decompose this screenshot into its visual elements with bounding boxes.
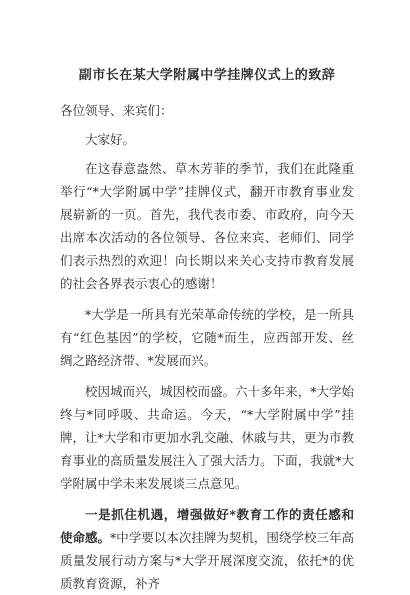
paragraph-university-intro: *大学是一所具有光荣革命传统的学校，是一所具有“红色基因”的学校，它随*而生，应西部开发、丝绸之路经济带、*发展而兴。 bbox=[60, 307, 354, 368]
paragraph-city-and-school: 校因城而兴，城因校而盛。六十多年来，*大学始终与*同呼吸、共命运。今天，“*大学附属中学”挂牌，让*大学和市更加水乳交融、休戚与共，更为市教育事业的高质量发展注入了强大活力。下面，我就*大学附属中学未来发展谈三点意见。 bbox=[60, 384, 354, 491]
point-one-body: *中学要以本次挂牌为契机，围绕学校三年高质量发展行动方案与*大学开展深度交流，依托*的优质教育资源，补齐 bbox=[60, 530, 354, 591]
paragraph-welcome: 在这春意盎然、草木芳菲的季节，我们在此隆重举行“*大学附属中学”挂牌仪式，翻开市教育事业发展崭新的一页。首先，我代表市委、市政府，向今天出席本次活动的各位领导、各位来宾、老师们、同学们表示热烈的欢迎！向长期以来关心支持市教育发展的社会各界表示衷心的感谢！ bbox=[60, 161, 354, 291]
paragraph-point-one bbox=[60, 503, 354, 595]
paragraph-greeting: 大家好。 bbox=[85, 132, 136, 147]
document-title: 副市长在某大学附属中学挂牌仪式上的致辞 bbox=[78, 68, 336, 83]
point-one-lead: 一是抓住机遇，增强做好*教育工作的责任感和使命感。 bbox=[60, 507, 354, 545]
salutation: 各位领导、来宾们： bbox=[60, 103, 173, 118]
